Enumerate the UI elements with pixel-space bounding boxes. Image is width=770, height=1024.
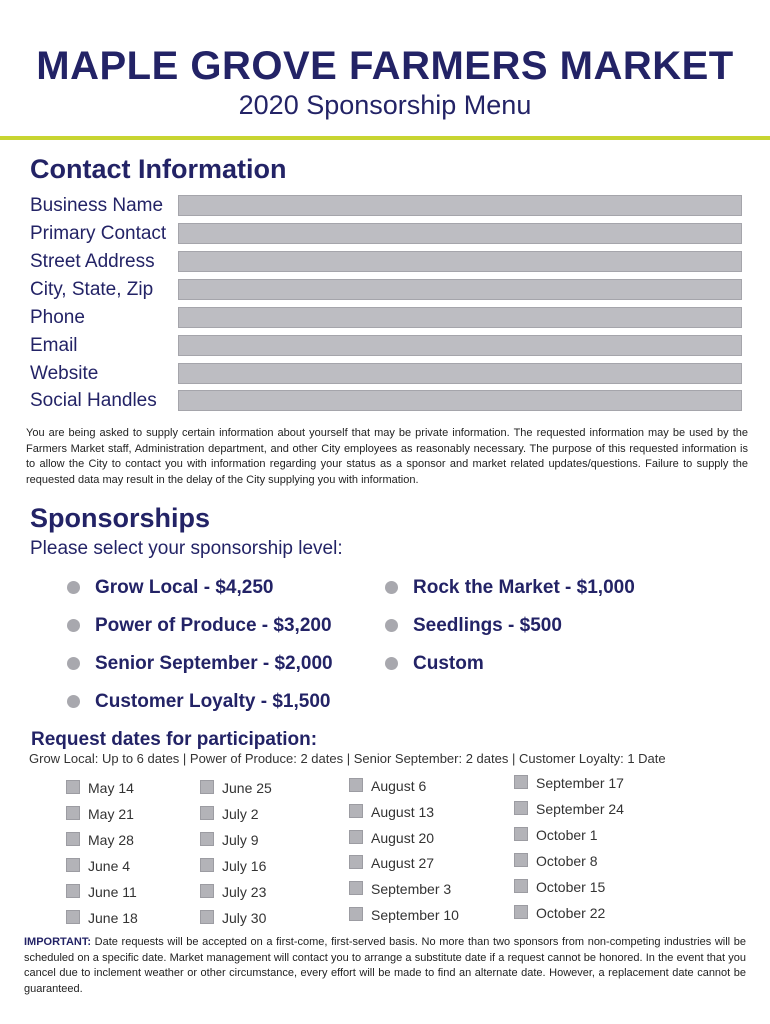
- sponsorships-heading: Sponsorships: [30, 503, 211, 533]
- radio-bullet-icon[interactable]: [67, 581, 80, 594]
- street-address-field[interactable]: [178, 251, 742, 272]
- email-field[interactable]: [178, 335, 742, 356]
- date-label: May 28: [88, 832, 134, 848]
- checkbox[interactable]: [349, 830, 363, 844]
- checkbox[interactable]: [349, 855, 363, 869]
- street-address-label: Street Address: [30, 251, 155, 272]
- checkbox[interactable]: [200, 858, 214, 872]
- sponsorship-option-label: Senior September - $2,000: [95, 653, 333, 674]
- date-label: September 24: [536, 801, 624, 817]
- date-label: May 14: [88, 780, 134, 796]
- business-name-field[interactable]: [178, 195, 742, 216]
- date-label: October 1: [536, 827, 598, 843]
- primary-contact-label: Primary Contact: [30, 223, 167, 244]
- radio-bullet-icon[interactable]: [385, 581, 398, 594]
- contact-row-phone: [30, 306, 744, 330]
- primary-contact-field[interactable]: [178, 223, 742, 244]
- date-label: August 6: [371, 778, 427, 794]
- checkbox[interactable]: [514, 853, 528, 867]
- checkbox[interactable]: [200, 884, 214, 898]
- sponsorship-option-label: Grow Local - $4,250: [95, 577, 274, 598]
- date-label: October 22: [536, 905, 606, 921]
- important-text: Date requests will be accepted on a first-come, first-served basis. No more than two sponsors from non-competing industries will be scheduled on a specific date. Market management will contact you to arrange a substitute date if a request cannot be honored. In the event that you cancel due to inclement weather or other circumstance, every effort will be made to find an alternate date. However, a replacement date cannot be guaranteed.: [24, 936, 746, 995]
- checkbox[interactable]: [349, 778, 363, 792]
- radio-bullet-icon[interactable]: [385, 657, 398, 670]
- city-state-zip-label: City, State, Zip: [30, 279, 154, 300]
- checkbox[interactable]: [200, 780, 214, 794]
- checkbox[interactable]: [66, 910, 80, 924]
- checkbox[interactable]: [514, 775, 528, 789]
- radio-bullet-icon[interactable]: [385, 619, 398, 632]
- date-label: July 30: [222, 910, 267, 926]
- date-label: June 18: [88, 910, 138, 926]
- checkbox[interactable]: [66, 780, 80, 794]
- date-label: May 21: [88, 806, 134, 822]
- checkbox[interactable]: [514, 827, 528, 841]
- contact-row-social-handles: [30, 389, 744, 413]
- social-handles-field[interactable]: [178, 390, 742, 411]
- date-label: August 27: [371, 855, 435, 871]
- sponsorship-option-label: Power of Produce - $3,200: [95, 615, 332, 636]
- date-label: July 16: [222, 858, 267, 874]
- date-label: July 2: [222, 806, 259, 822]
- contact-row-website: [30, 362, 744, 386]
- website-label: Website: [30, 363, 99, 384]
- radio-bullet-icon[interactable]: [67, 619, 80, 632]
- contact-row-email: [30, 334, 744, 358]
- privacy-notice: You are being asked to supply certain information about yourself that may be private information. The requested information may be used by the Farmers Market staff, Administration department, and other City employees as reasonably necessary. The purpose of this requested information is to allow the City to contact you with information regarding your status as a sponsor and market related updates/questions. Failure to supply the requested data may result in the delay of the City supplying you with information.: [26, 427, 748, 486]
- email-label: Email: [30, 335, 78, 356]
- phone-field[interactable]: [178, 307, 742, 328]
- contact-row-business-name: [30, 194, 744, 218]
- social-handles-label: Social Handles: [30, 390, 157, 411]
- date-label: September 17: [536, 775, 624, 791]
- sponsorship-option-label: Seedlings - $500: [413, 615, 562, 636]
- contact-row-city-state-zip: [30, 278, 744, 302]
- checkbox[interactable]: [66, 832, 80, 846]
- checkbox[interactable]: [514, 801, 528, 815]
- checkbox[interactable]: [200, 832, 214, 846]
- date-label: August 13: [371, 804, 435, 820]
- date-label: June 25: [222, 780, 272, 796]
- sponsorship-option-label: Custom: [413, 653, 484, 674]
- date-label: August 20: [371, 830, 435, 846]
- checkbox[interactable]: [200, 910, 214, 924]
- sponsorship-prompt: Please select your sponsorship level:: [30, 538, 343, 559]
- radio-bullet-icon[interactable]: [67, 695, 80, 708]
- checkbox[interactable]: [514, 905, 528, 919]
- header-divider: [0, 136, 770, 140]
- page-title: MAPLE GROVE FARMERS MARKET: [36, 44, 734, 88]
- checkbox[interactable]: [66, 858, 80, 872]
- phone-label: Phone: [30, 307, 85, 328]
- checkbox[interactable]: [66, 884, 80, 898]
- checkbox[interactable]: [514, 879, 528, 893]
- date-label: June 4: [88, 858, 131, 874]
- sponsorship-option-label: Rock the Market - $1,000: [413, 577, 635, 598]
- date-label: July 23: [222, 884, 267, 900]
- dates-allowance-note: Grow Local: Up to 6 dates | Power of Produce: 2 dates | Senior September: 2 dates | Customer Loyalty: 1 Date: [29, 751, 666, 766]
- page-subtitle: 2020 Sponsorship Menu: [238, 90, 532, 120]
- checkbox[interactable]: [349, 881, 363, 895]
- checkbox[interactable]: [349, 804, 363, 818]
- city-state-zip-field[interactable]: [178, 279, 742, 300]
- date-label: October 15: [536, 879, 606, 895]
- date-label: September 3: [371, 881, 452, 897]
- date-label: June 11: [88, 884, 137, 900]
- radio-bullet-icon[interactable]: [67, 657, 80, 670]
- checkbox[interactable]: [66, 806, 80, 820]
- contact-heading: Contact Information: [30, 154, 287, 184]
- checkbox[interactable]: [349, 907, 363, 921]
- sponsorship-option-label: Customer Loyalty - $1,500: [95, 691, 331, 712]
- website-field[interactable]: [178, 363, 742, 384]
- checkbox[interactable]: [200, 806, 214, 820]
- dates-heading: Request dates for participation:: [31, 729, 318, 750]
- important-notice: [24, 935, 746, 997]
- date-label: October 8: [536, 853, 598, 869]
- date-label: July 9: [222, 832, 259, 848]
- business-name-label: Business Name: [30, 195, 164, 216]
- contact-row-street-address: [30, 250, 744, 274]
- date-label: September 10: [371, 907, 459, 923]
- contact-row-primary-contact: [30, 222, 744, 246]
- important-label: IMPORTANT:: [24, 936, 92, 948]
